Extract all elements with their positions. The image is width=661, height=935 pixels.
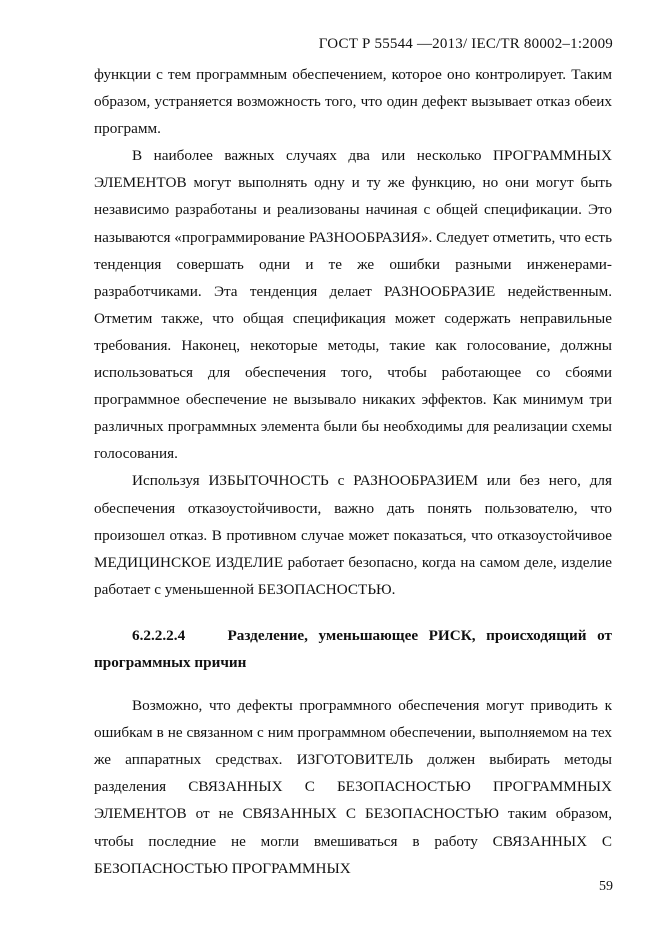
section-number: 6.2.2.2.4 [132, 626, 186, 644]
standard-code: ГОСТ Р 55544 —2013/ IEC/TR 80002–1:2009 [318, 36, 613, 52]
paragraph-continuation: функции с тем программным обеспечением, которое оно контролирует. Таким образом, устраняется возможность того, что один дефект вызывает отказ обеих программ. [94, 66, 612, 138]
section-heading [94, 622, 612, 676]
section-title: Разделение, уменьшающее РИСК, происходящий от программных причин [94, 626, 612, 671]
paragraph-diversity-programming: В наиболее важных случаях два или несколько ПРОГРАММНЫХ ЭЛЕМЕНТОВ могут выполнять одну и ту же функцию, но они могут быть независимо разработаны и реализованы начиная с общей спецификации. Это называются «программирование РАЗНООБРАЗИЯ». Следует отметить, что есть тенденция совершать одни и те же ошибки разными инженерами-разработчиками. Эта тенденция делает РАЗНООБРАЗИЕ недейственным. Отметим также, что общая спецификация может содержать неправильные требования. Наконец, некоторые методы, такие как голосование, должны использоваться для обеспечения того, чтобы работающее со сбоями программное обеспечение не вызывало никаких эффектов. Как минимум три различных программных элемента были бы необходимы для реализации схемы голосования. [94, 147, 612, 463]
paragraph-redundancy: Используя ИЗБЫТОЧНОСТЬ с РАЗНООБРАЗИЕМ или без него, для обеспечения отказоустойчивости, важно дать понять пользователю, что произошел отказ. В противном случае может показаться, что отказоустойчивое МЕДИЦИНСКОЕ ИЗДЕЛИЕ работает безопасно, когда на самом деле, изделие работает с уменьшенной БЕЗОПАСНОСТЬЮ. [94, 472, 612, 598]
document-header [319, 36, 613, 53]
page-number: 59 [599, 879, 613, 894]
page-body [94, 61, 612, 882]
paragraph-separation: Возможно, что дефекты программного обеспечения могут приводить к ошибкам в не связанном с ним программном обеспечении, выполняемом на тех же аппаратных средствах. ИЗГОТОВИТЕЛЬ должен выбирать методы разделения СВЯЗАННЫХ С БЕЗОПАСНОСТЬЮ ПРОГРАММНЫХ ЭЛЕМЕНТОВ от не СВЯЗАННЫХ С БЕЗОПАСНОСТЬЮ таким образом, чтобы последние не могли вмешиваться в работу СВЯЗАННЫХ С БЕЗОПАСНОСТЬЮ ПРОГРАММНЫХ [94, 697, 612, 877]
